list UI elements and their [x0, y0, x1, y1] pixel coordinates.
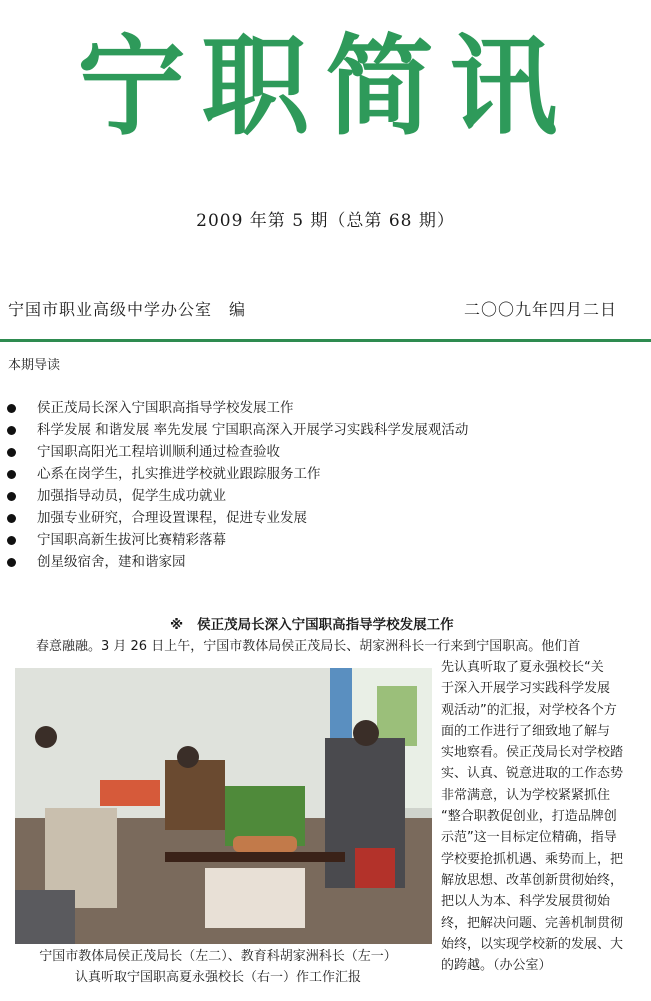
toc-item-label: 宁国职高新生拔河比赛精彩落幕 — [37, 532, 226, 548]
article-lead: 春意融融。3 月 26 日上午，宁国市教体局侯正茂局长、胡家洲科长一行来到宁国职高。他们首 — [36, 639, 581, 654]
bullet-icon — [7, 426, 16, 435]
toc-item[interactable] — [0, 420, 468, 442]
body-line: 始终，以实现学校新的发展、大 — [441, 936, 624, 952]
body-line: 学校要抢抓机遇、乘势而上，把 — [441, 851, 624, 867]
bullet-icon — [7, 514, 16, 523]
body-line: 实、认真、锐意进取的工作态势 — [441, 766, 624, 782]
body-line: 终，把解决问题、完善机制贯彻 — [441, 915, 624, 931]
masthead-title: 宁职简讯 — [77, 25, 574, 150]
bullet-icon — [7, 492, 16, 501]
body-line: 把以人为本、科学发展贯彻始 — [441, 894, 611, 910]
body-line: 于深入开展学习实践科学发展 — [441, 681, 611, 697]
bullet-icon — [7, 470, 16, 479]
toc-item[interactable] — [0, 508, 468, 530]
editor-line: 宁国市职业高级中学办公室 编 — [8, 300, 247, 319]
caption-line: 宁国市教体局侯正茂局长（左二）、教育科胡家洲科长（左一） — [39, 949, 397, 964]
toc-item-label: 宁国职高阳光工程培训顺利通过检查验收 — [37, 444, 280, 460]
body-line: 解放思想、改革创新贯彻始终， — [441, 872, 624, 888]
body-line: 实地察看。侯正茂局长对学校踏 — [441, 745, 624, 761]
toc-item[interactable] — [0, 530, 468, 552]
caption-line: 认真听取宁国职高夏永强校长（右一）作工作汇报 — [74, 970, 361, 985]
toc-item[interactable] — [0, 464, 468, 486]
toc-item[interactable] — [0, 552, 468, 574]
toc-item-label: 侯正茂局长深入宁国职高指导学校发展工作 — [37, 400, 294, 416]
bullet-icon — [7, 536, 16, 545]
article-title-text: 侯正茂局长深入宁国职高指导学校发展工作 — [197, 617, 454, 633]
toc-title: 本期导读 — [8, 358, 61, 373]
bullet-icon — [7, 448, 16, 457]
issue-number: 2009 年第 5 期（总第 68 期） — [196, 211, 455, 231]
reference-mark-icon: ※ — [170, 617, 184, 633]
publication-date: 二〇〇九年四月二日 — [463, 300, 617, 319]
body-line: “整合职教促创业，打造品牌创 — [441, 809, 617, 825]
toc-list — [0, 398, 468, 574]
header-divider — [0, 339, 651, 342]
toc-item-label: 加强指导动员，促学生成功就业 — [37, 488, 226, 504]
toc-item[interactable] — [0, 398, 468, 420]
article-title — [170, 613, 454, 633]
body-line: 示范”这一目标定位精确，指导 — [441, 830, 617, 846]
toc-item-label: 创星级宿舍，建和谐家园 — [37, 554, 186, 570]
toc-item-label: 心系在岗学生，扎实推进学校就业跟踪服务工作 — [37, 466, 321, 482]
bullet-icon — [7, 404, 16, 413]
body-line: 非常满意，认为学校紧紧抓住 — [441, 787, 611, 803]
toc-item[interactable] — [0, 442, 468, 464]
article-body-column — [441, 657, 649, 976]
body-line: 面的工作进行了细致地了解与 — [441, 723, 611, 739]
toc-item-label: 科学发展 和谐发展 率先发展 宁国职高深入开展学习实践科学发展观活动 — [37, 422, 469, 438]
body-line: 先认真听取了夏永强校长“关 — [441, 660, 604, 675]
toc-item-label: 加强专业研究，合理设置课程，促进专业发展 — [37, 510, 307, 526]
toc-item[interactable] — [0, 486, 468, 508]
article-photo — [15, 668, 432, 944]
photo-caption — [0, 946, 436, 988]
body-line: 观活动”的汇报，对学校各个方 — [441, 702, 617, 718]
body-line: 的跨越。（办公室） — [441, 958, 552, 974]
bullet-icon — [7, 558, 16, 567]
